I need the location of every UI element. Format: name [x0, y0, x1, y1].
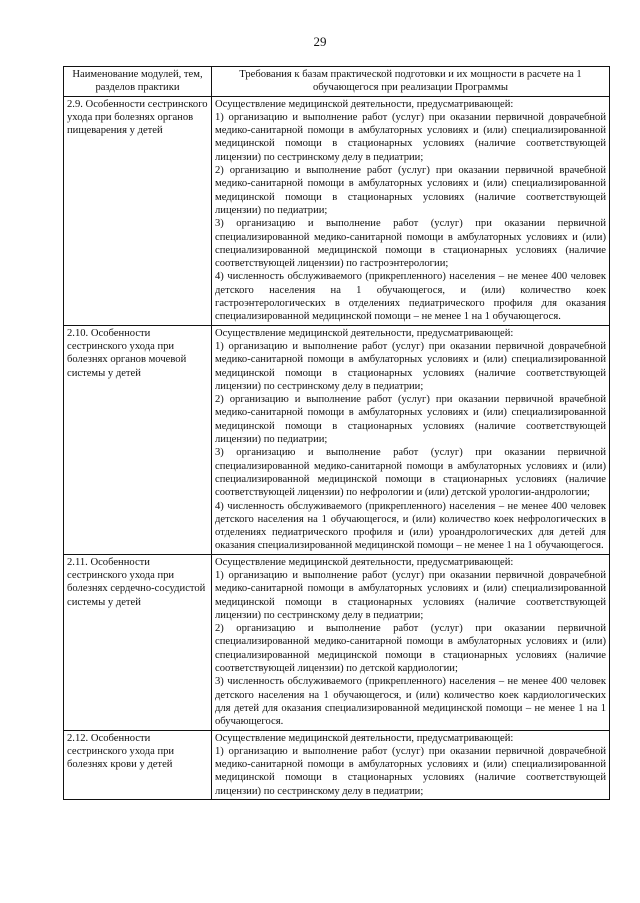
header-requirements: Требования к базам практической подготовки и их мощности в расчете на 1 обучающегося при реализации Программы: [212, 67, 610, 97]
requirements-cell: [212, 730, 610, 799]
module-name: 2.9. Особенности сестринского ухода при болезнях органов пищеварения у детей: [64, 96, 212, 325]
requirement-intro: Осуществление медицинской деятельности, предусматривающей:: [215, 98, 514, 110]
requirement-item: 1) организацию и выполнение работ (услуг) при оказании первичной доврачебной медико-санитарной помощи в амбулаторных условиях и (или) специализированной медицинской помощи в стационарных условиях (наличие соответствующей лицензии) по сестринскому делу в педиатрии;: [215, 111, 606, 163]
header-modules: Наименование модулей, тем, разделов практики: [64, 67, 212, 97]
requirement-intro: Осуществление медицинской деятельности, предусматривающей:: [215, 327, 514, 339]
table-row: [64, 96, 610, 325]
requirement-item: 1) организацию и выполнение работ (услуг) при оказании первичной доврачебной медико-санитарной помощи в амбулаторных условиях и (или) специализированной медицинской помощи в стационарных условиях (наличие соответствующей лицензии) по сестринскому делу в педиатрии;: [215, 745, 606, 797]
module-name: 2.11. Особенности сестринского ухода при болезнях сердечно-сосудистой системы у детей: [64, 554, 212, 730]
page-number: 29: [313, 34, 327, 49]
module-name: 2.10. Особенности сестринского ухода при болезнях органов мочевой системы у детей: [64, 325, 212, 554]
requirement-item: 2) организацию и выполнение работ (услуг) при оказании первичной специализированной медико-санитарной помощи в амбулаторных условиях и (или) специализированной медицинской помощи в стационарных условиях (наличие соответствующей лицензии) по детской кардиологии;: [215, 623, 606, 675]
requirement-item: 3) организацию и выполнение работ (услуг) при оказании первичной специализированной медико-санитарной помощи в амбулаторных условиях и (или) специализированной медицинской помощи в стационарных условиях (наличие соответствующей лицензии) по гастроэнтерологии;: [215, 218, 606, 270]
requirements-cell: [212, 96, 610, 325]
requirements-table: [63, 66, 610, 800]
requirement-item: 3) численность обслуживаемого (прикрепленного) населения – не менее 400 человек детского населения на 1 обучающегося, и (или) количество коек кардиологических для детей для оказания специализированной медицинской помощи – не менее 1 на 1 обучающегося.: [215, 676, 606, 728]
requirements-cell: [212, 325, 610, 554]
requirement-item: 2) организацию и выполнение работ (услуг) при оказании первичной врачебной медико-санитарной помощи в амбулаторных условиях и (или) специализированной медицинской помощи в стационарных условиях (наличие соответствующей лицензии) по педиатрии;: [215, 394, 606, 446]
requirement-intro: Осуществление медицинской деятельности, предусматривающей:: [215, 732, 514, 744]
module-name: 2.12. Особенности сестринского ухода при болезнях крови у детей: [64, 730, 212, 799]
requirement-item: 4) численность обслуживаемого (прикрепленного) населения – не менее 400 человек детского населения на 1 обучающегося, и (или) количество коек гастроэнтерологических в отделениях педиатрического профиля для оказания специализированной медицинской помощи – не менее 1 на 1 обучающегося.: [215, 271, 606, 323]
requirement-item: 1) организацию и выполнение работ (услуг) при оказании первичной доврачебной медико-санитарной помощи в амбулаторных условиях и (или) специализированной медицинской помощи в стационарных условиях (наличие соответствующей лицензии) по сестринскому делу в педиатрии;: [215, 569, 606, 621]
table-header-row: [64, 67, 610, 97]
requirement-item: 3) организацию и выполнение работ (услуг) при оказании первичной специализированной медико-санитарной помощи в амбулаторных условиях и (или) специализированной медицинской помощи в стационарных условиях (наличие соответствующей лицензии) по нефрологии и (или) детской урологии-андрологии;: [215, 447, 606, 499]
requirement-item: 4) численность обслуживаемого (прикрепленного) населения – не менее 400 человек детского населения на 1 обучающегося, и (или) количество коек нефрологических в отделениях педиатрического профиля и (или) уроандрологических для детей для оказания специализированной медицинской помощи – не менее 1 на 1 обучающегося.: [215, 500, 606, 552]
requirements-cell: [212, 554, 610, 730]
table-row: [64, 554, 610, 730]
requirement-item: 1) организацию и выполнение работ (услуг) при оказании первичной доврачебной медико-санитарной помощи в амбулаторных условиях и (или) специализированной медицинской помощи в стационарных условиях (наличие соответствующей лицензии) по сестринскому делу в педиатрии;: [215, 340, 606, 392]
requirement-item: 2) организацию и выполнение работ (услуг) при оказании первичной врачебной медико-санитарной помощи в амбулаторных условиях и (или) специализированной медицинской помощи в стационарных условиях (наличие соответствующей лицензии) по педиатрии;: [215, 165, 606, 216]
requirement-intro: Осуществление медицинской деятельности, предусматривающей:: [215, 556, 514, 568]
table-row: [64, 730, 610, 799]
table-row: [64, 325, 610, 554]
